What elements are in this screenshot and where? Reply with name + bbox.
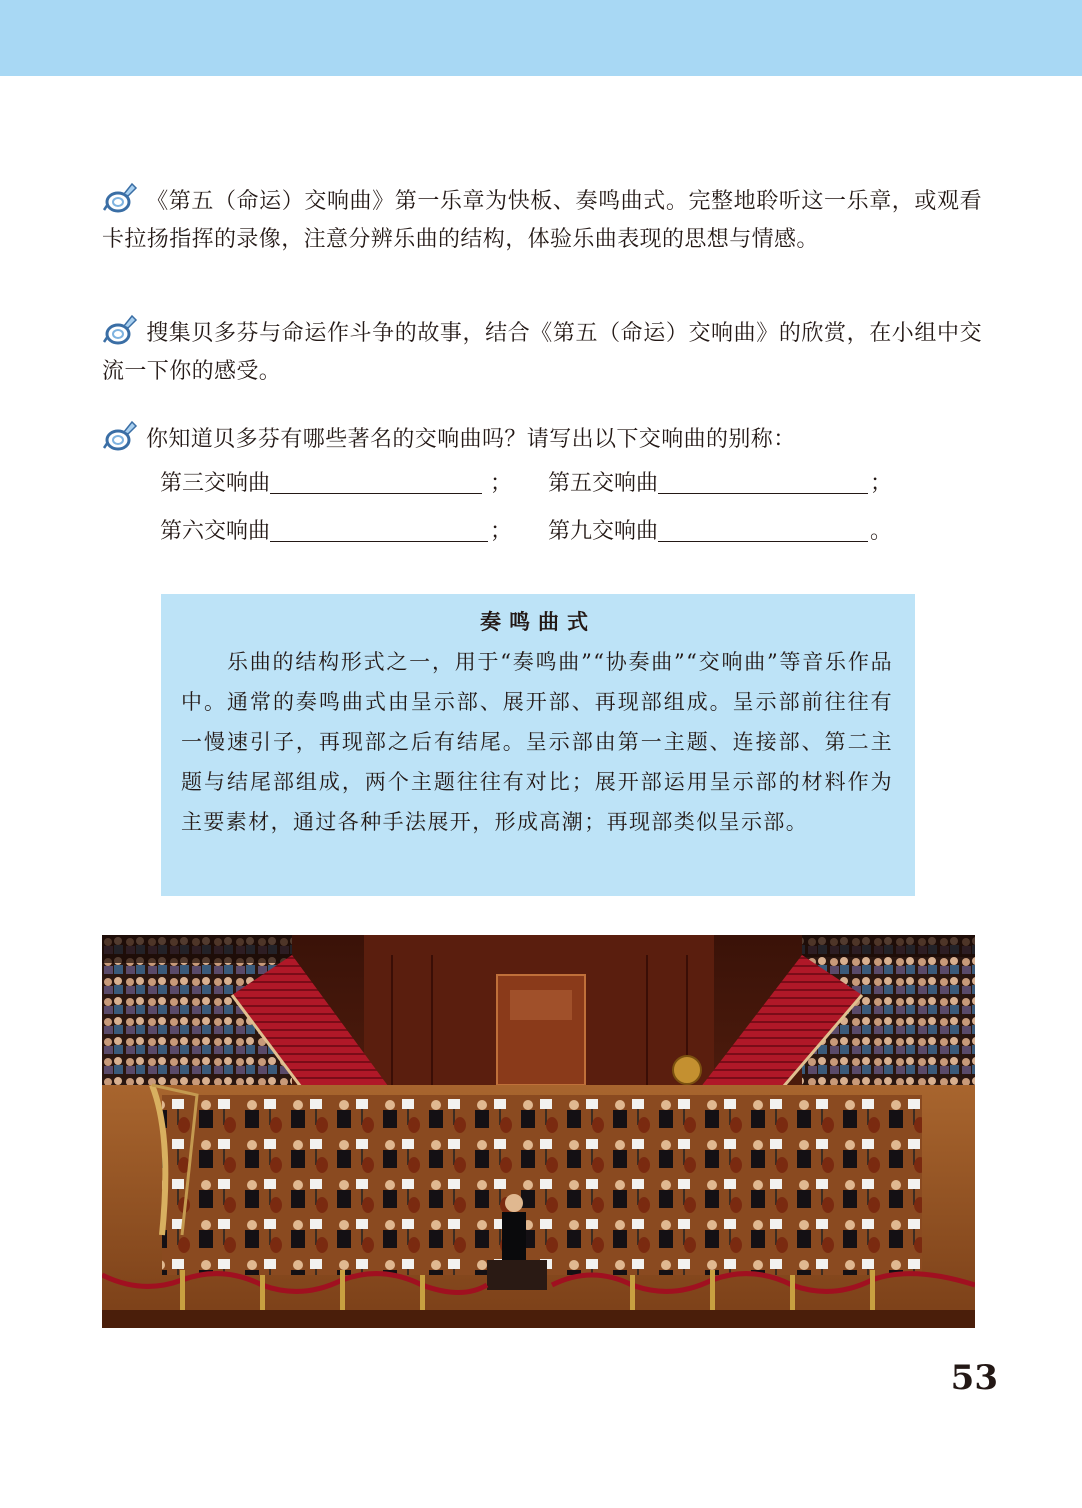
french-horn-icon [102, 418, 138, 452]
activity-1 [102, 180, 982, 259]
info-box-body: 乐曲的结构形式之一，用于“奏鸣曲”“协奏曲”“交响曲”等音乐作品中。通常的奏鸣曲式由呈示部、展开部、再现部组成。呈示部前往往有一慢速引子，再现部之后有结尾。呈示部由第一主题、连接部、第二主题与结尾部组成，两个主题往往有对比；展开部运用呈示部的材料作为主要素材，通过各种手法展开，形成高潮；再现部类似呈示部。 [181, 650, 893, 834]
activity-2 [102, 312, 982, 391]
page-number: 53 [950, 1358, 998, 1398]
fill-item-symphony-3 [160, 464, 512, 504]
info-box-title: 奏鸣曲式 [480, 610, 596, 634]
blank-label: 第三交响曲 [160, 471, 271, 496]
blank-end-mark: ； [870, 471, 893, 496]
answer-blank[interactable] [270, 513, 488, 542]
fill-item-symphony-6 [160, 512, 512, 552]
blank-end-mark: 。 [870, 519, 893, 544]
fill-item-symphony-9 [548, 512, 892, 552]
blank-label: 第五交响曲 [548, 471, 659, 496]
blank-label: 第九交响曲 [548, 519, 659, 544]
orchestra-concert-photo [102, 935, 975, 1328]
fill-row-2 [160, 512, 920, 552]
concert-hall-illustration [102, 935, 975, 1328]
blank-end-mark: ； [490, 471, 513, 496]
answer-blank[interactable] [658, 513, 868, 542]
activity-3 [102, 418, 982, 459]
blank-end-mark: ； [490, 519, 513, 544]
french-horn-icon [102, 180, 138, 214]
fill-row-1 [160, 464, 920, 504]
activity-3-text: 你知道贝多芬有哪些著名的交响曲吗？请写出以下交响曲的别称： [146, 427, 796, 452]
answer-blank[interactable] [658, 465, 868, 494]
activity-1-text: 《第五（命运）交响曲》第一乐章为快板、奏鸣曲式。完整地聆听这一乐章，或观看卡拉扬指挥的录像，注意分辨乐曲的结构，体验乐曲表现的思想与情感。 [102, 189, 982, 252]
answer-blank[interactable] [270, 465, 482, 494]
header-band [0, 0, 1082, 76]
activity-2-text: 搜集贝多芬与命运作斗争的故事，结合《第五（命运）交响曲》的欣赏，在小组中交流一下你的感受。 [102, 321, 982, 384]
sonata-form-info-box [161, 594, 915, 896]
french-horn-icon [102, 312, 138, 346]
blank-label: 第六交响曲 [160, 519, 271, 544]
fill-item-symphony-5 [548, 464, 892, 504]
